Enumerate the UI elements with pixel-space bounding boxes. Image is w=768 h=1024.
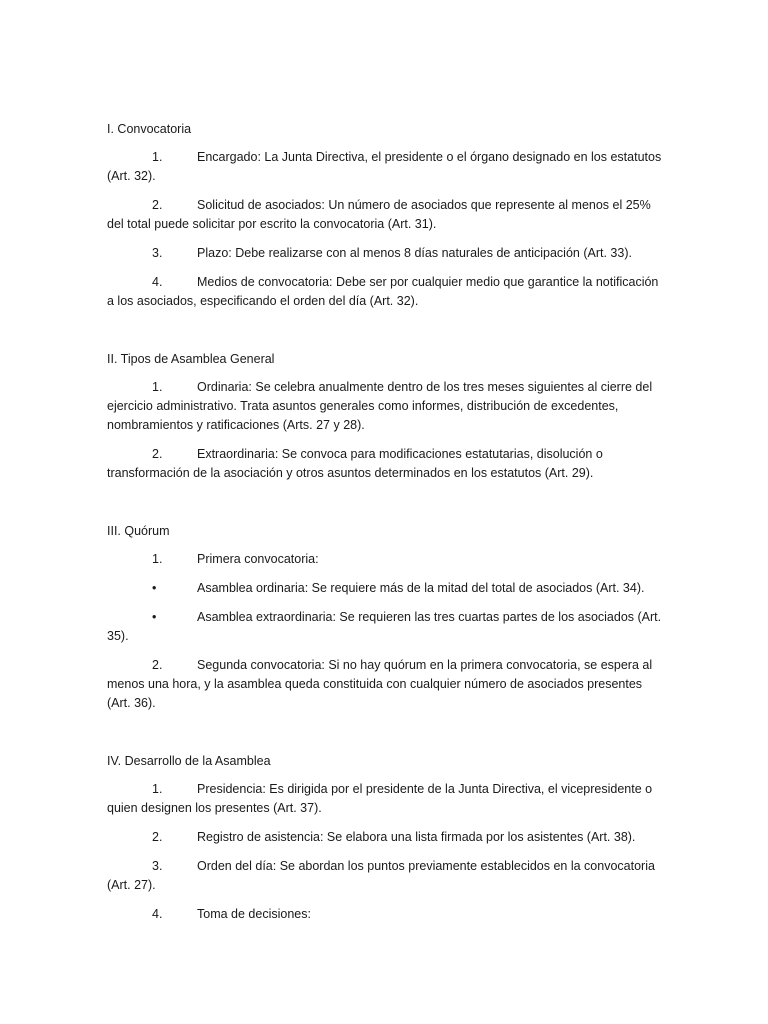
list-number: 4. — [152, 907, 163, 921]
document-page — [107, 120, 662, 934]
list-item — [107, 196, 662, 234]
list-item-text: Encargado: La Junta Directiva, el presidente o el órgano designado en los estatutos (Art. 32). — [107, 150, 662, 183]
section-heading: III. Quórum — [107, 524, 170, 538]
list-item — [107, 244, 662, 263]
list-item — [107, 857, 662, 895]
list-item — [107, 828, 662, 847]
list-item-text: Solicitud de asociados: Un número de asociados que represente al menos el 25% del total puede solicitar por escrito la convocatoria (Art. 31). — [107, 198, 651, 231]
bullet-icon: • — [152, 610, 157, 624]
list-item-text: Presidencia: Es dirigida por el presidente de la Junta Directiva, el vicepresidente o quien designen los presentes (Art. 37). — [107, 782, 653, 815]
list-number: 3. — [152, 859, 163, 873]
list-number: 1. — [152, 380, 163, 394]
list-item — [107, 273, 662, 311]
list-item-text: Asamblea extraordinaria: Se requieren las tres cuartas partes de los asociados (Art. 35). — [107, 610, 662, 643]
list-item — [107, 445, 662, 483]
section-quorum — [107, 522, 662, 713]
list-number: 1. — [152, 782, 163, 796]
list-item — [107, 579, 662, 598]
list-number: 2. — [152, 830, 163, 844]
section-tipos-asamblea — [107, 350, 662, 483]
list-item-text: Extraordinaria: Se convoca para modificaciones estatutarias, disolución o transformación de la asociación y otros asuntos determinados en los estatutos (Art. 29). — [107, 447, 603, 480]
list-item-text: Medios de convocatoria: Debe ser por cualquier medio que garantice la notificación a los asociados, especificando el orden del día (Art. 32). — [107, 275, 659, 308]
list-number: 4. — [152, 275, 163, 289]
list-number: 1. — [152, 150, 163, 164]
list-item-text: Primera convocatoria: — [197, 552, 319, 566]
section-heading: II. Tipos de Asamblea General — [107, 352, 275, 366]
section-spacer — [107, 321, 662, 350]
list-item-text: Plazo: Debe realizarse con al menos 8 días naturales de anticipación (Art. 33). — [197, 246, 632, 260]
section-spacer — [107, 493, 662, 522]
list-item — [107, 608, 662, 646]
list-item — [107, 550, 662, 569]
section-spacer — [107, 723, 662, 752]
list-number: 2. — [152, 198, 163, 212]
list-item — [107, 378, 662, 435]
list-number: 2. — [152, 447, 163, 461]
list-item-text: Toma de decisiones: — [197, 907, 311, 921]
section-convocatoria — [107, 120, 662, 311]
list-item-text: Segunda convocatoria: Si no hay quórum en la primera convocatoria, se espera al menos una hora, y la asamblea queda constituida con cualquier número de asociados presentes (Art. 36). — [107, 658, 653, 710]
list-item-text: Registro de asistencia: Se elabora una lista firmada por los asistentes (Art. 38). — [197, 830, 636, 844]
section-desarrollo-asamblea — [107, 752, 662, 924]
section-heading: IV. Desarrollo de la Asamblea — [107, 754, 271, 768]
list-item-text: Asamblea ordinaria: Se requiere más de la mitad del total de asociados (Art. 34). — [197, 581, 645, 595]
list-item — [107, 148, 662, 186]
bullet-icon: • — [152, 581, 157, 595]
list-item — [107, 905, 662, 924]
section-heading: I. Convocatoria — [107, 122, 192, 136]
list-number: 3. — [152, 246, 163, 260]
list-item-text: Orden del día: Se abordan los puntos previamente establecidos en la convocatoria (Art. 27). — [107, 859, 655, 892]
list-number: 1. — [152, 552, 163, 566]
list-item — [107, 656, 662, 713]
list-item — [107, 780, 662, 818]
list-item-text: Ordinaria: Se celebra anualmente dentro de los tres meses siguientes al cierre del ejercicio administrativo. Trata asuntos generales como informes, distribución de excedentes, nombramientos y ratificaciones (Arts. 27 y 28). — [107, 380, 653, 432]
list-number: 2. — [152, 658, 163, 672]
